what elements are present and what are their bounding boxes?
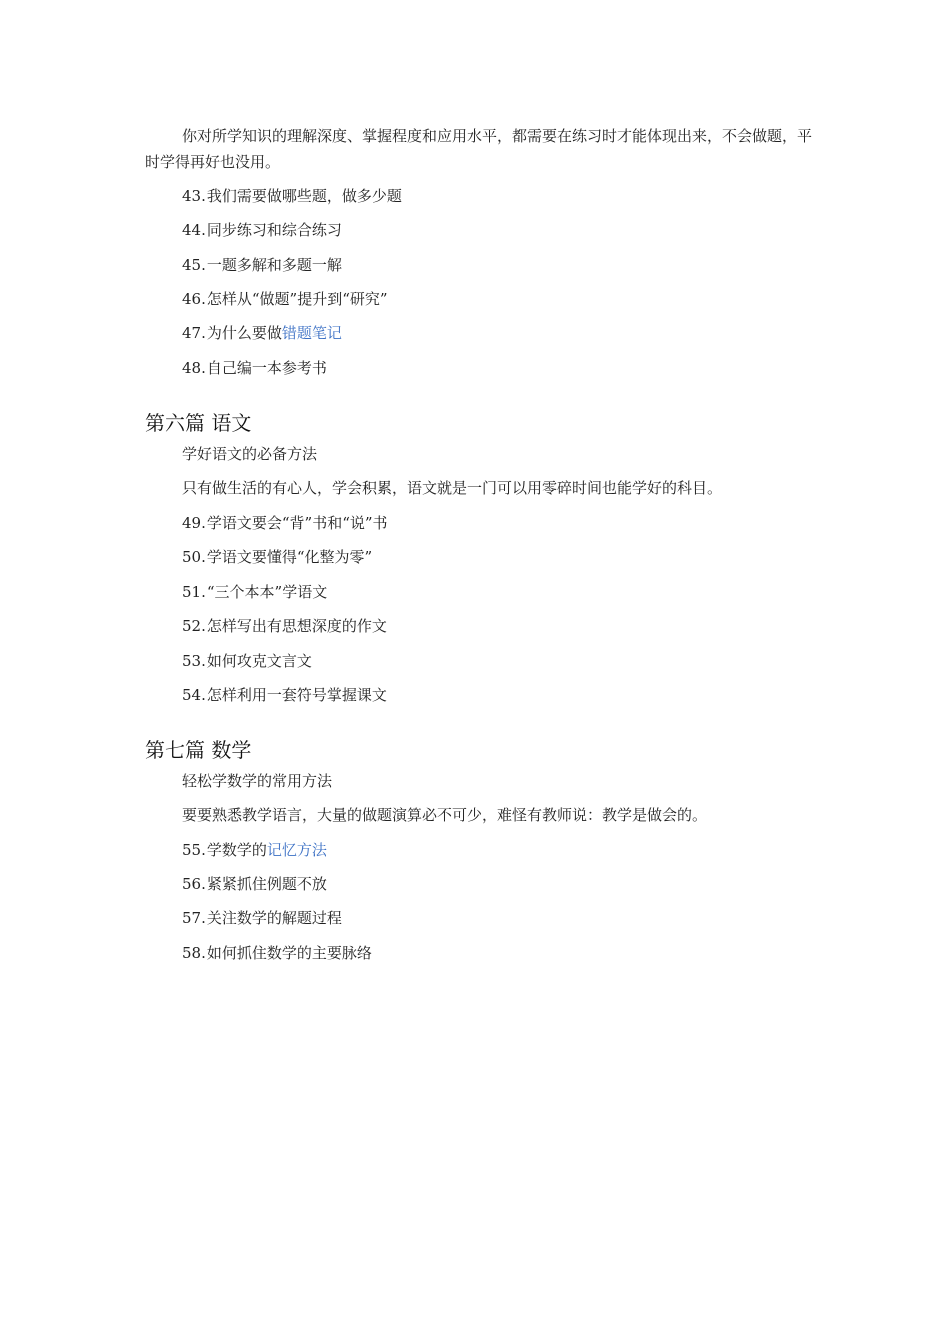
item-text: 同步练习和综合练习 — [206, 221, 342, 239]
item-number: 45. — [182, 256, 206, 274]
item-number: 52. — [182, 617, 206, 635]
item-number: 50. — [182, 548, 206, 566]
list-item — [182, 874, 327, 894]
item-number: 43. — [182, 187, 206, 205]
list-item — [182, 513, 388, 533]
intro-paragraph: 你对所学知识的理解深度、掌握程度和应用水平，都需要在练习时才能体现出来，不会做题，平时学得再好也没用。 — [145, 127, 813, 171]
item-text: 学数学的 — [206, 841, 267, 859]
part6-heading: 第六篇 语文 — [145, 411, 252, 435]
memory-methods-link[interactable]: 记忆方法 — [266, 841, 327, 859]
item-text: 为什么要做 — [206, 324, 282, 342]
item-text: 如何抓住数学的主要脉络 — [206, 944, 372, 962]
item-number: 58. — [182, 944, 206, 962]
item-text: 关注数学的解题过程 — [206, 909, 342, 927]
item-text: 紧紧抓住例题不放 — [206, 875, 327, 893]
list-item — [182, 840, 327, 860]
item-text: 我们需要做哪些题，做多少题 — [206, 187, 402, 205]
part6-subtitle: 学好语文的必备方法 — [182, 445, 318, 463]
item-text: 怎样写出有思想深度的作文 — [206, 617, 387, 635]
item-number: 48. — [182, 359, 206, 377]
item-text: 怎样利用一套符号掌握课文 — [206, 686, 387, 704]
list-item — [182, 943, 372, 963]
list-item — [182, 220, 342, 240]
item-text: 怎样从“做题”提升到“研究” — [206, 290, 388, 308]
list-item — [182, 255, 342, 275]
list-item — [182, 323, 342, 343]
list-item — [182, 651, 312, 671]
list-item — [182, 908, 342, 928]
item-number: 44. — [182, 221, 206, 239]
mistake-notes-link[interactable]: 错题笔记 — [281, 324, 342, 342]
part7-summary: 要要熟悉教学语言，大量的做题演算必不可少，难怪有教师说：教学是做会的。 — [182, 806, 708, 824]
part7-subtitle: 轻松学数学的常用方法 — [182, 772, 333, 790]
item-text: “三个本本”学语文 — [206, 583, 328, 601]
item-number: 56. — [182, 875, 206, 893]
item-number: 54. — [182, 686, 206, 704]
part6-summary: 只有做生活的有心人，学会积累，语文就是一门可以用零碎时间也能学好的科目。 — [182, 479, 723, 497]
item-text: 学语文要会“背”书和“说”书 — [206, 514, 388, 532]
list-item — [182, 289, 388, 309]
list-item — [182, 186, 402, 206]
item-number: 53. — [182, 652, 206, 670]
item-number: 49. — [182, 514, 206, 532]
item-number: 57. — [182, 909, 206, 927]
list-item — [182, 547, 372, 567]
item-number: 51. — [182, 583, 206, 601]
item-number: 46. — [182, 290, 206, 308]
item-number: 47. — [182, 324, 206, 342]
item-text: 一题多解和多题一解 — [206, 256, 342, 274]
list-item — [182, 358, 327, 378]
item-text: 自己编一本参考书 — [206, 359, 327, 377]
part7-heading: 第七篇 数学 — [145, 738, 252, 762]
list-item — [182, 616, 387, 636]
item-text: 如何攻克文言文 — [206, 652, 312, 670]
list-item — [182, 685, 387, 705]
item-text: 学语文要懂得“化整为零” — [206, 548, 373, 566]
list-item — [182, 582, 327, 602]
item-number: 55. — [182, 841, 206, 859]
